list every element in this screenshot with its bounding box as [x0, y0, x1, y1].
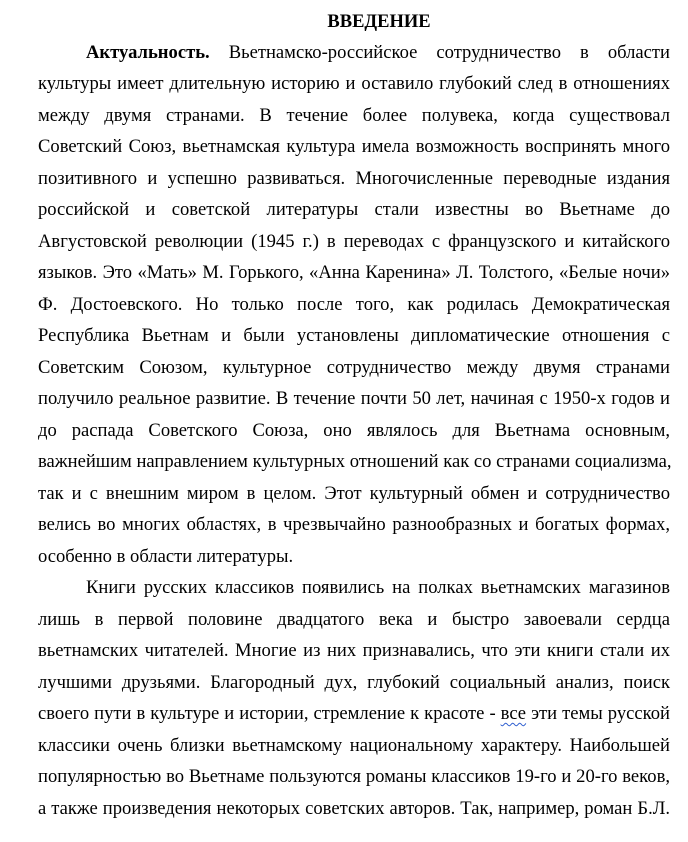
- paragraph-1-line-15[interactable]: так и с внешним миром в целом. Этот культурный обмен и сотрудничество: [38, 483, 670, 504]
- paragraph-1-line-10[interactable]: Республика Вьетнам и были установлены дипломатические отношения с: [38, 325, 670, 346]
- paragraph-2-line-3[interactable]: вьетнамских читателей. Многие из них признавались, что эти книги стали их: [38, 640, 670, 661]
- paragraph-2-line-7[interactable]: популярностью во Вьетнаме пользуются романы классиков 19-го и 20-го веков,: [38, 766, 670, 787]
- lead-term: Актуальность.: [86, 42, 210, 63]
- paragraph-2-line-6[interactable]: классики очень близки вьетнамскому национальному характеру. Наибольшей: [38, 735, 670, 756]
- paragraph-2-line-8[interactable]: а также произведения некоторых советских авторов. Так, например, роман Б.Л.: [38, 798, 670, 819]
- paragraph-1-line-3[interactable]: между двумя странами. В течение более полувека, когда существовал: [38, 105, 670, 126]
- paragraph-2-line-5[interactable]: [38, 703, 670, 725]
- paragraph-1-line-5[interactable]: позитивного и успешно развиваться. Многочисленные переводные издания: [38, 168, 670, 189]
- text-span: эти темы русской: [526, 703, 670, 724]
- paragraph-1-line-14[interactable]: важнейшим направлением культурных отношений как со странами социализма,: [38, 451, 672, 472]
- paragraph-1-line-8[interactable]: языков. Это «Мать» М. Горького, «Анна Каренина» Л. Толстого, «Белые ночи»: [38, 262, 670, 283]
- paragraph-1-line-17[interactable]: особенно в области литературы.: [38, 546, 294, 567]
- paragraph-1-line-9[interactable]: Ф. Достоевского. Но только после того, как родилась Демократическая: [38, 294, 670, 315]
- paragraph-1-line-6[interactable]: российской и советской литературы стали известны во Вьетнаме до: [38, 199, 670, 220]
- paragraph-2-line-1[interactable]: Книги русских классиков появились на полках вьетнамских магазинов: [86, 577, 670, 598]
- text-span: своего пути в культуре и истории, стремление к красоте -: [38, 703, 496, 724]
- paragraph-1-line-7[interactable]: Августовской революции (1945 г.) в переводах с французского и китайского: [38, 231, 670, 252]
- paragraph-1-line-13[interactable]: до распада Советского Союза, оно являлось для Вьетнама основным,: [38, 420, 670, 441]
- paragraph-2-line-2[interactable]: лишь в первой половине двадцатого века и быстро завоевали сердца: [38, 609, 670, 630]
- heading-introduction: ВВЕДЕНИЕ: [327, 12, 431, 32]
- paragraph-2-line-4[interactable]: лучшими друзьями. Благородный дух, глубокий социальный анализ, поиск: [38, 672, 670, 693]
- grammar-flag-underline[interactable]: все: [500, 703, 527, 724]
- paragraph-1-line-2[interactable]: культуры имеет длительную историю и оставило глубокий след в отношениях: [38, 73, 670, 94]
- paragraph-1-line-1[interactable]: [86, 42, 670, 64]
- paragraph-1-line-16[interactable]: велись во многих областях, в чрезвычайно разнообразных и богатых формах,: [38, 514, 670, 535]
- text-span: Вьетнамско-российское сотрудничество в области: [209, 42, 670, 63]
- paragraph-1-line-12[interactable]: получило реальное развитие. В течение почти 50 лет, начиная с 1950-х годов и: [38, 388, 670, 409]
- paragraph-1-line-11[interactable]: Советским Союзом, культурное сотрудничество между двумя странами: [38, 357, 670, 378]
- paragraph-1-line-4[interactable]: Советский Союз, вьетнамская культура имела возможность воспринять много: [38, 136, 670, 157]
